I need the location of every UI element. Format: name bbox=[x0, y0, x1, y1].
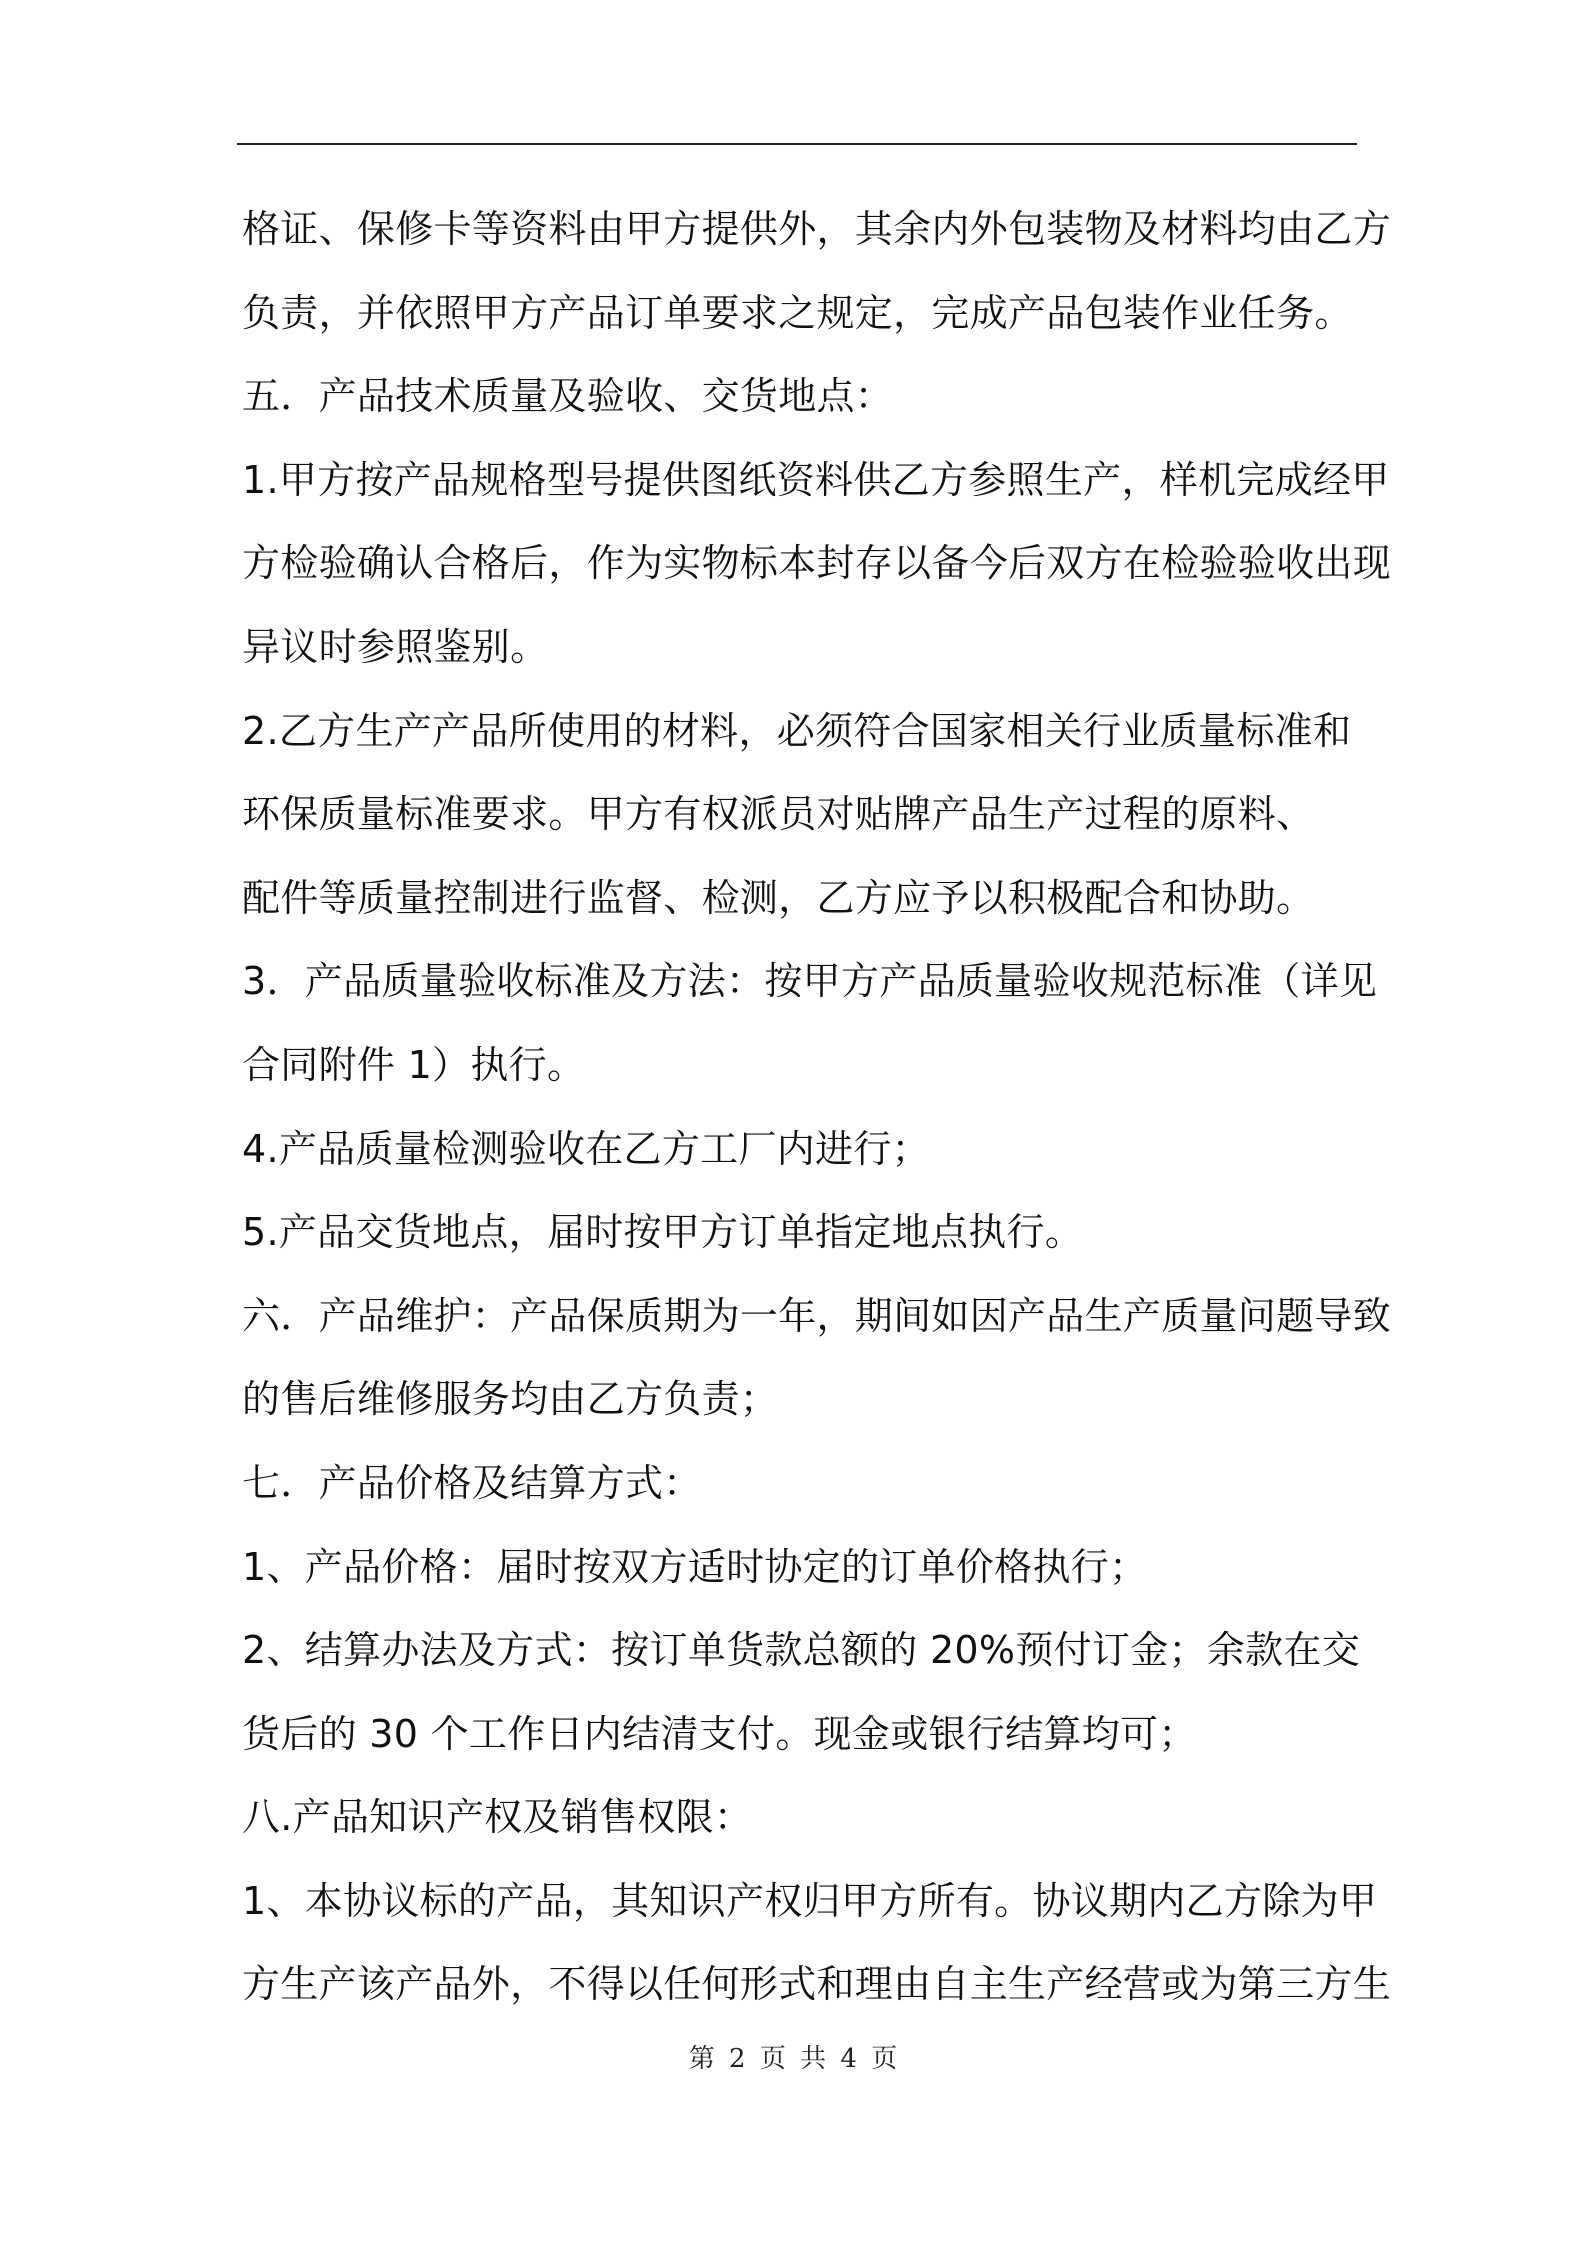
text-line-4: 1.甲方按产品规格型号提供图纸资料供乙方参照生产，样机完成经甲 bbox=[242, 457, 1390, 502]
text-line-7: 2.乙方生产产品所使用的材料，必须符合国家相关行业质量标准和 bbox=[242, 708, 1352, 753]
document-body bbox=[242, 188, 1392, 2027]
text-line-21: 1、本协议标的产品，其知识产权归甲方所有。协议期内乙方除为甲 bbox=[242, 1878, 1378, 1923]
text-line-12: 4.产品质量检测验收在乙方工厂内进行； bbox=[242, 1126, 930, 1171]
text-line-11: 合同附件 1）执行。 bbox=[242, 1042, 586, 1087]
section-heading-6: 六．产品维护：产品保质期为一年，期间如因产品生产质量问题导致 bbox=[242, 1293, 1392, 1338]
text-line-22: 方生产该产品外，不得以任何形式和理由自主生产经营或为第三方生 bbox=[242, 1962, 1392, 2007]
section-heading-8: 八.产品知识产权及销售权限： bbox=[242, 1795, 753, 1840]
text-line-10: 3．产品质量验收标准及方法：按甲方产品质量验收规范标准（详见 bbox=[242, 959, 1378, 1004]
header-rule bbox=[237, 143, 1357, 145]
section-heading-5: 五．产品技术质量及验收、交货地点： bbox=[242, 374, 894, 419]
page-number-footer: 第 2 页 共 4 页 bbox=[688, 2044, 898, 2074]
text-line-1: 格证、保修卡等资料由甲方提供外，其余内外包装物及材料均由乙方 bbox=[242, 207, 1392, 251]
text-line-9: 配件等质量控制进行监督、检测，乙方应予以积极配合和协助。 bbox=[242, 875, 1315, 920]
text-line-6: 异议时参照鉴别。 bbox=[242, 624, 549, 669]
section-heading-7: 七．产品价格及结算方式： bbox=[242, 1460, 702, 1505]
text-line-17: 1、产品价格：届时按双方适时协定的订单价格执行； bbox=[242, 1544, 1148, 1589]
text-line-18: 2、结算办法及方式：按订单货款总额的 20%预付订金；余款在交 bbox=[242, 1628, 1361, 1673]
text-line-13: 5.产品交货地点，届时按甲方订单指定地点执行。 bbox=[242, 1210, 1084, 1255]
text-line-19: 货后的 30 个工作日内结清支付。现金或银行结算均可； bbox=[242, 1711, 1197, 1756]
text-line-8: 环保质量标准要求。甲方有权派员对贴牌产品生产过程的原料、 bbox=[242, 792, 1315, 837]
text-line-5: 方检验确认合格后，作为实物标本封存以备今后双方在检验验收出现 bbox=[242, 541, 1392, 586]
text-line-2: 负责，并依照甲方产品订单要求之规定，完成产品包装作业任务。 bbox=[242, 290, 1353, 335]
text-line-15: 的售后维修服务均由乙方负责； bbox=[242, 1377, 779, 1422]
